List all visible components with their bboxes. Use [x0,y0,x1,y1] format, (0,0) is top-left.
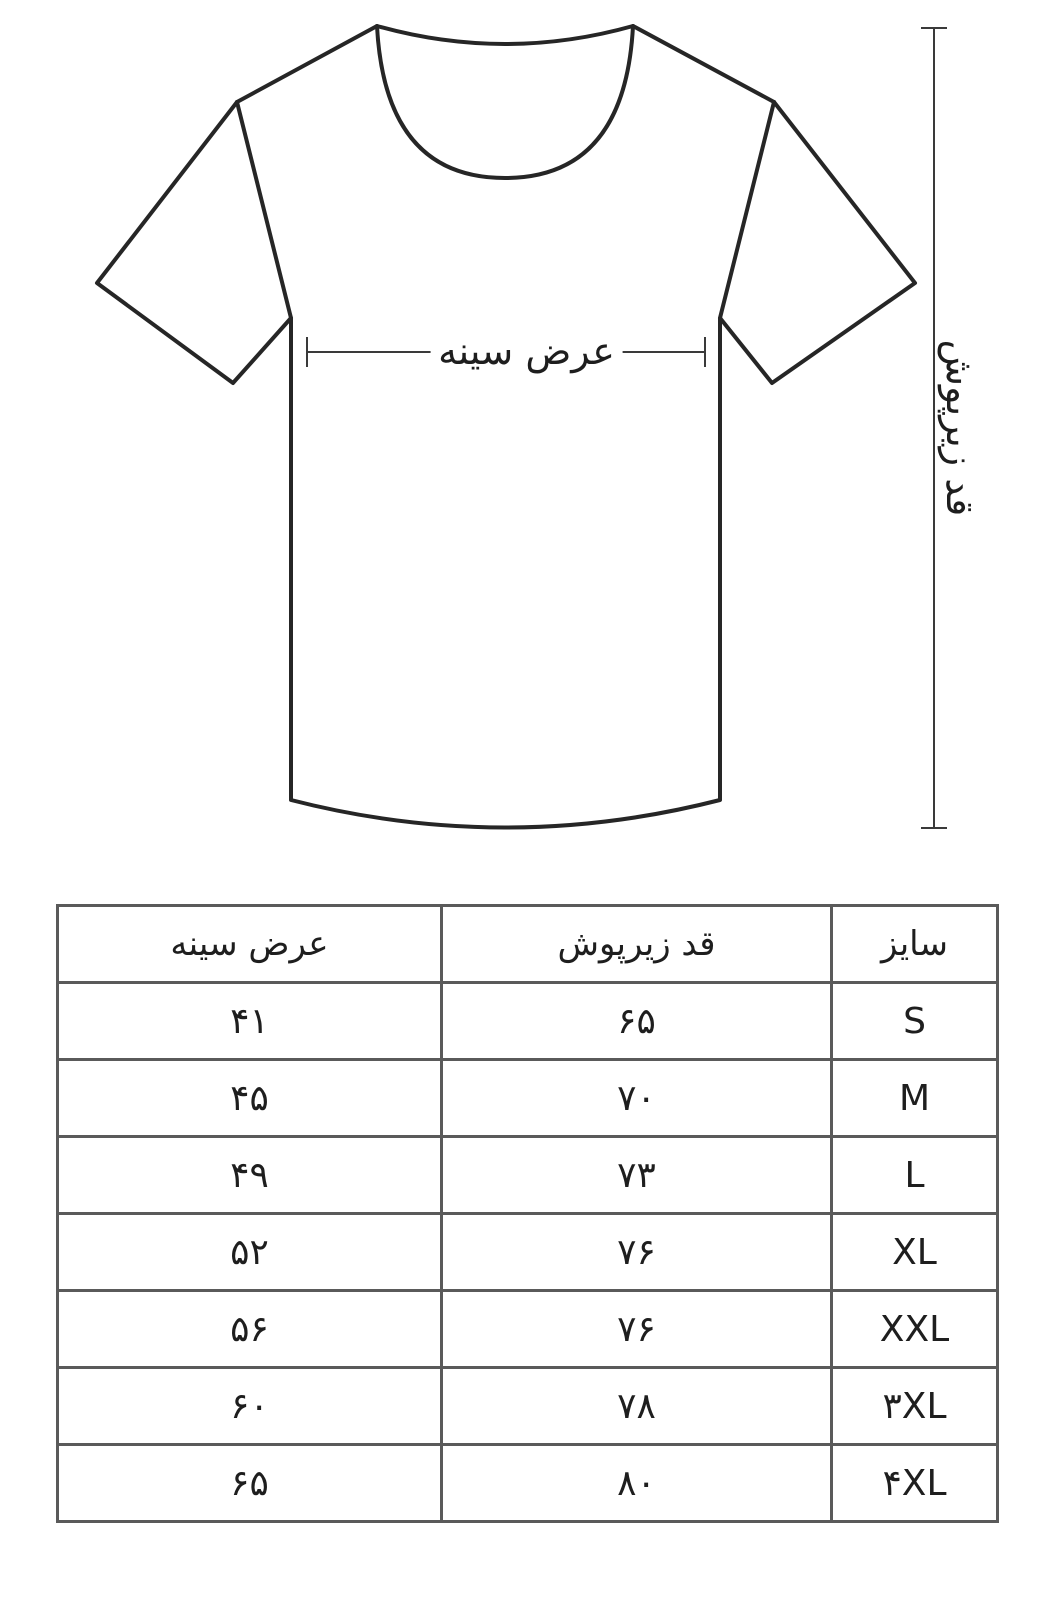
table-row [58,1214,998,1291]
cell-chest: ۴۱ [58,983,442,1060]
chest-width-label: عرض سینه [430,332,623,370]
cell-length: ۷۸ [442,1368,832,1445]
size-table [56,904,999,1523]
cell-size: S [832,983,998,1060]
cell-size: L [832,1137,998,1214]
right-sleeve-seam [720,102,774,318]
table-row [58,983,998,1060]
garment-length-label: قد زیرپوش [941,334,979,523]
cell-size: XXL [832,1291,998,1368]
cell-chest: ۶۵ [58,1445,442,1522]
table-row [58,1368,998,1445]
cell-size: XL [832,1214,998,1291]
cell-chest: ۶۰ [58,1368,442,1445]
table-row [58,1445,998,1522]
cell-chest: ۴۹ [58,1137,442,1214]
header-length: قد زیرپوش [442,906,832,983]
cell-length: ۷۰ [442,1060,832,1137]
table-header-row [58,906,998,983]
cell-length: ۶۵ [442,983,832,1060]
cell-length: ۷۳ [442,1137,832,1214]
cell-length: ۸۰ [442,1445,832,1522]
cell-length: ۷۶ [442,1291,832,1368]
header-chest: عرض سینه [58,906,442,983]
cell-size: ۳XL [832,1368,998,1445]
cell-size: ۴XL [832,1445,998,1522]
header-size: سایز [832,906,998,983]
cell-chest: ۵۶ [58,1291,442,1368]
table-row [58,1060,998,1137]
left-sleeve-seam [237,102,291,318]
table-row [58,1137,998,1214]
cell-length: ۷۶ [442,1214,832,1291]
shirt-outline [97,26,915,828]
cell-chest: ۵۲ [58,1214,442,1291]
table-row [58,1291,998,1368]
cell-size: M [832,1060,998,1137]
shirt-neckline [377,26,633,178]
cell-chest: ۴۵ [58,1060,442,1137]
